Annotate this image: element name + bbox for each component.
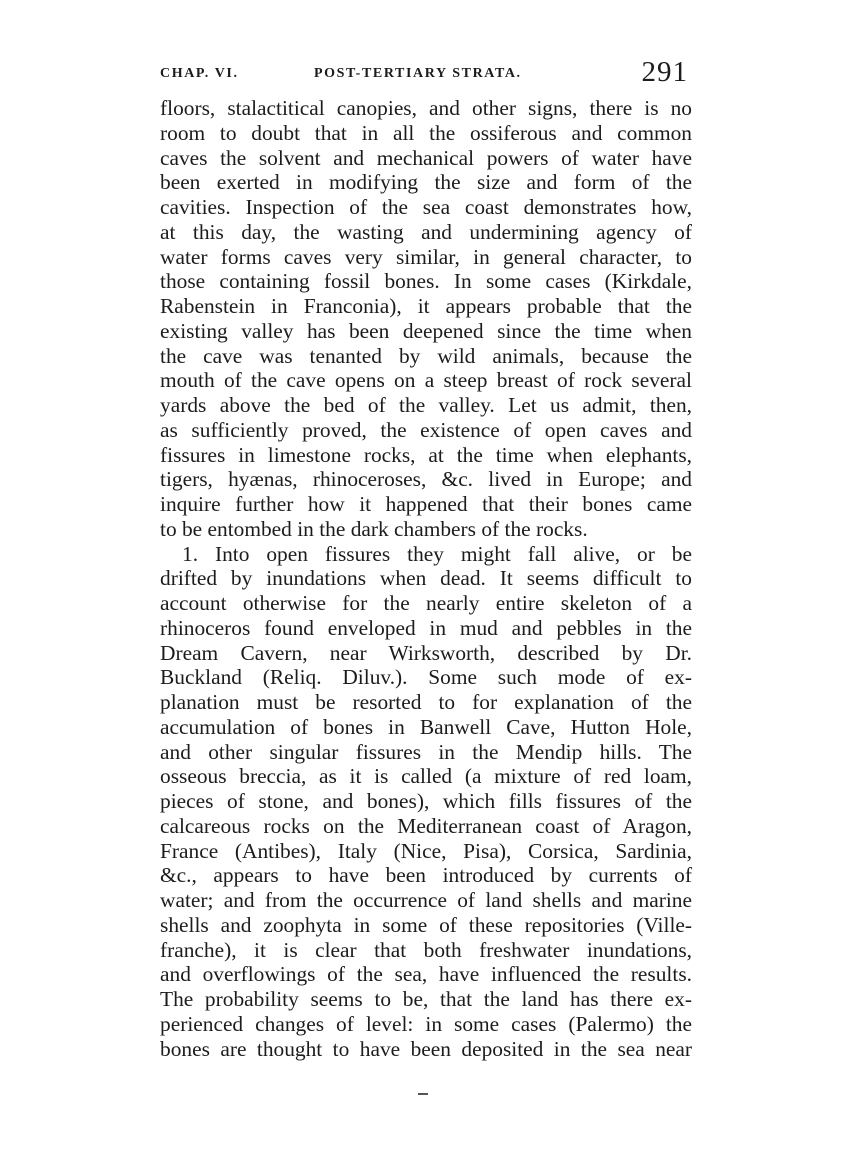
text-line: tigers, hyænas, rhinoceroses, &c. lived in Europe; and: [160, 467, 692, 492]
text-line: the cave was tenanted by wild animals, because the: [160, 343, 692, 368]
text-line: as sufficiently proved, the existence of open caves and: [160, 417, 692, 442]
text-line: those containing fossil bones. In some cases (Kirkdale,: [160, 269, 692, 294]
text-line: rhinoceros found enveloped in mud and pebbles in the: [160, 615, 692, 640]
text-line: at this day, the wasting and undermining agency of: [160, 219, 692, 244]
body-text: [160, 96, 692, 1061]
chapter-label: CHAP. VI.: [160, 66, 239, 81]
text-line: and other singular fissures in the Mendip hills. The: [160, 739, 692, 764]
text-line: The probability seems to be, that the land has there ex-: [160, 987, 692, 1011]
text-line: cavities. Inspection of the sea coast demonstrates how,: [160, 195, 692, 219]
text-line: caves the solvent and mechanical powers of water have: [160, 145, 692, 170]
text-line: Rabenstein in Franconia), it appears probable that the: [160, 294, 692, 318]
text-line: mouth of the cave opens on a steep breast of rock several: [160, 368, 692, 393]
text-line: inquire further how it happened that their bones came: [160, 492, 692, 516]
footer-rule: [418, 1093, 428, 1095]
text-line: bones are thought to have been deposited in the sea near: [160, 1036, 692, 1061]
text-line: pieces of stone, and bones), which fills fissures of the: [160, 789, 692, 813]
text-line: shells and zoophyta in some of these repositories (Ville-: [160, 912, 692, 937]
running-head: [160, 56, 692, 96]
text-line: been exerted in modifying the size and form of the: [160, 170, 692, 195]
text-line: drifted by inundations when dead. It seems difficult to: [160, 566, 692, 591]
text-line: 1. Into open fissures they might fall alive, or be: [182, 541, 692, 566]
text-line: fissures in limestone rocks, at the time when elephants,: [160, 442, 692, 467]
text-line: calcareous rocks on the Mediterranean coast of Aragon,: [160, 813, 692, 838]
text-line: planation must be resorted to for explanation of the: [160, 690, 692, 714]
text-line: Dream Cavern, near Wirksworth, described by Dr.: [160, 640, 692, 665]
text-line: Buckland (Reliq. Diluv.). Some such mode of ex-: [160, 665, 692, 690]
text-line: existing valley has been deepened since the time when: [160, 318, 692, 343]
text-line: perienced changes of level: in some cases (Palermo) the: [160, 1011, 692, 1036]
text-line: France (Antibes), Italy (Nice, Pisa), Corsica, Sardinia,: [160, 838, 692, 863]
text-line: to be entombed in the dark chambers of the rocks.: [160, 516, 588, 541]
text-line: accumulation of bones in Banwell Cave, Hutton Hole,: [160, 714, 692, 739]
text-line: water forms caves very similar, in general character, to: [160, 244, 692, 269]
text-line: water; and from the occurrence of land shells and marine: [160, 888, 692, 912]
text-line: room to doubt that in all the ossiferous and common: [160, 120, 692, 145]
text-line: osseous breccia, as it is called (a mixture of red loam,: [160, 764, 692, 789]
book-page: [160, 56, 692, 1061]
text-line: and overflowings of the sea, have influenced the results.: [160, 962, 692, 987]
text-line: franche), it is clear that both freshwater inundations,: [160, 937, 692, 962]
page-number: 291: [641, 56, 688, 88]
text-line: floors, stalactitical canopies, and other signs, there is no: [160, 96, 692, 120]
text-line: yards above the bed of the valley. Let us admit, then,: [160, 393, 692, 417]
text-line: account otherwise for the nearly entire skeleton of a: [160, 591, 692, 615]
running-title: POST-TERTIARY STRATA.: [314, 66, 522, 81]
text-line: &c., appears to have been introduced by currents of: [160, 863, 692, 888]
